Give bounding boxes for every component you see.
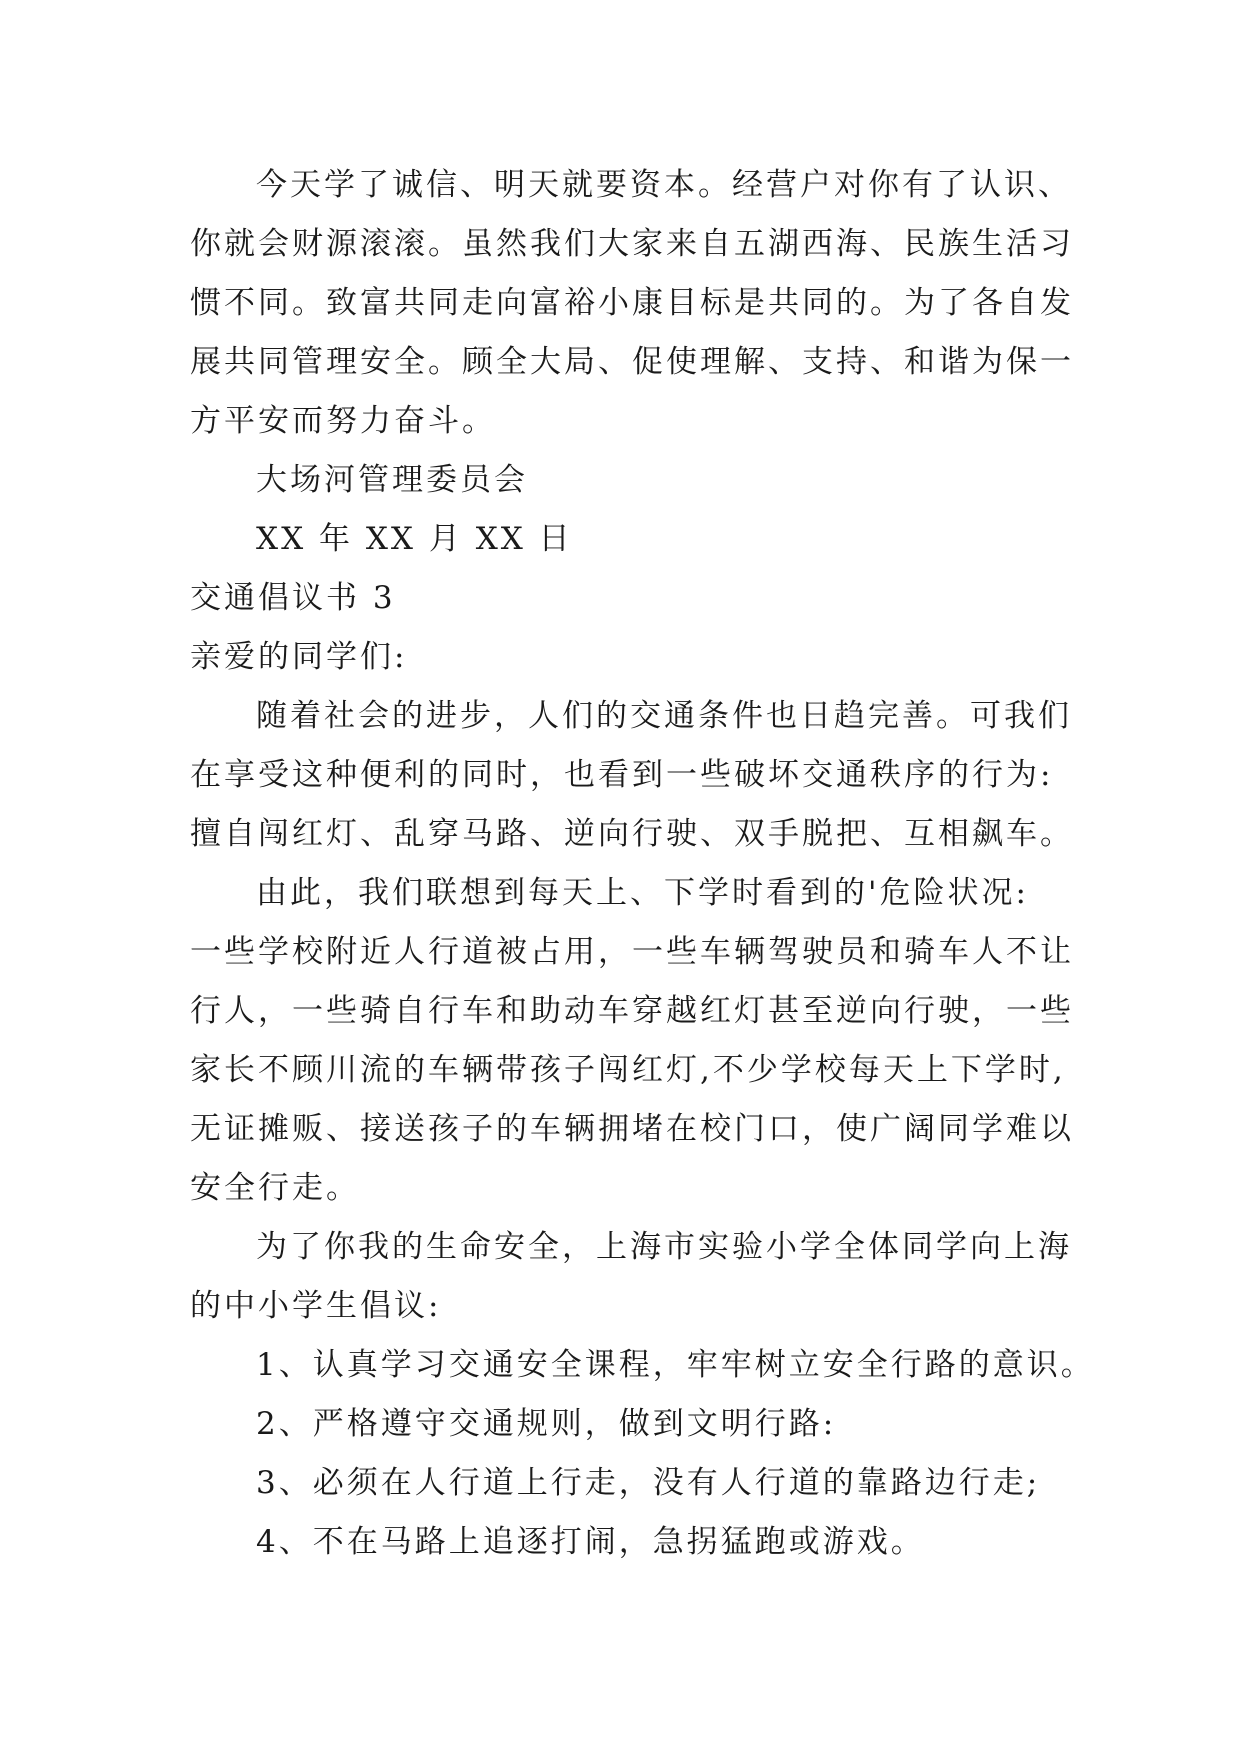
signature-organization: 大场河管理委员会	[256, 462, 528, 498]
section-title: 交通倡议书 3	[190, 580, 396, 616]
signature-date: XX 年 XX 月 XX 日	[256, 521, 573, 557]
text-line: 方平安而努力奋斗。	[190, 403, 496, 439]
text-line: 擅自闯红灯、乱穿马路、逆向行驶、双手脱把、互相飙车。	[190, 816, 1074, 852]
text-line: 由此，我们联想到每天上、下学时看到的'危险状况:	[256, 875, 1029, 911]
list-item: 2、严格遵守交通规则，做到文明行路:	[256, 1406, 837, 1442]
text-line: 惯不同。致富共同走向富裕小康目标是共同的。为了各自发	[190, 285, 1074, 321]
text-line: 无证摊贩、接送孩子的车辆拥堵在校门口，使广阔同学难以	[190, 1111, 1074, 1147]
text-line: 展共同管理安全。顾全大局、促使理解、支持、和谐为保一	[190, 344, 1074, 380]
text-line: 一些学校附近人行道被占用，一些车辆驾驶员和骑车人不让	[190, 934, 1074, 970]
salutation: 亲爱的同学们:	[190, 639, 408, 675]
text-line: 今天学了诚信、明天就要资本。经营户对你有了认识、	[256, 167, 1072, 203]
text-line: 安全行走。	[190, 1170, 360, 1206]
list-item: 4、不在马路上追逐打闹，急拐猛跑或游戏。	[256, 1524, 925, 1560]
text-line: 行人，一些骑自行车和助动车穿越红灯甚至逆向行驶，一些	[190, 993, 1074, 1029]
text-line: 你就会财源滚滚。虽然我们大家来自五湖西海、民族生活习	[190, 226, 1074, 262]
list-item: 1、认真学习交通安全课程，牢牢树立安全行路的意识。	[256, 1347, 1095, 1383]
document-body	[190, 156, 1095, 1572]
list-item: 3、必须在人行道上行走，没有人行道的靠路边行走;	[256, 1465, 1041, 1501]
text-line: 随着社会的进步，人们的交通条件也日趋完善。可我们	[256, 698, 1072, 734]
text-line: 在享受这种便利的同时，也看到一些破坏交通秩序的行为:	[190, 757, 1054, 793]
text-line: 为了你我的生命安全，上海市实验小学全体同学向上海	[256, 1229, 1072, 1265]
text-line: 家长不顾川流的车辆带孩子闯红灯,不少学校每天上下学时,	[190, 1052, 1066, 1088]
text-line: 的中小学生倡议:	[190, 1288, 442, 1324]
